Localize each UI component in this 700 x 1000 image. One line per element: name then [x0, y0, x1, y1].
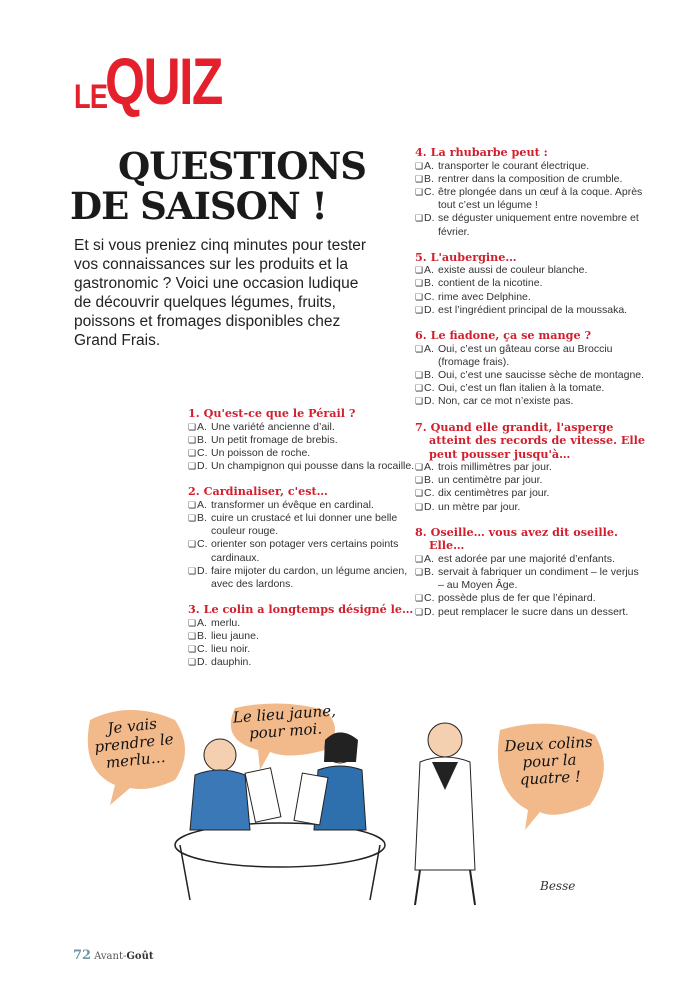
option-letter: B.: [197, 433, 207, 446]
option-letter: C.: [424, 382, 435, 395]
option-text: Un poisson de roche.: [211, 446, 311, 459]
option-text: Un champignon qui pousse dans la rocaille.: [211, 460, 415, 473]
option-letter: C.: [424, 185, 435, 198]
waiter-head: [428, 723, 462, 757]
option-text: existe aussi de couleur blanche.: [438, 264, 588, 277]
magazine-name-prefix: Avant-: [94, 951, 127, 962]
answer-option[interactable]: [415, 264, 645, 277]
answer-option[interactable]: [415, 212, 645, 238]
answer-option[interactable]: [415, 501, 645, 514]
option-letter: B.: [197, 512, 207, 525]
page-footer: [73, 948, 153, 963]
checkbox-icon[interactable]: ❏: [415, 278, 424, 289]
question-title: 1. Qu'est-ce que le Pérail ?: [188, 406, 356, 420]
option-letter: D.: [197, 564, 208, 577]
option-text: servait à fabriquer un condiment – le verjus – au Moyen Âge.: [438, 566, 639, 592]
option-letter: C.: [197, 538, 208, 551]
page-number: 72: [73, 948, 92, 963]
option-letter: A.: [197, 616, 207, 629]
answer-option[interactable]: [415, 160, 645, 173]
answer-option[interactable]: [415, 592, 645, 605]
option-letter: B.: [197, 629, 207, 642]
question-5: [415, 251, 645, 317]
restaurant-illustration: [70, 700, 630, 910]
menu-left: [245, 768, 281, 822]
question-title: 2. Cardinaliser, c'est…: [188, 484, 328, 499]
checkbox-icon[interactable]: ❏: [188, 539, 197, 550]
answer-option[interactable]: [415, 291, 645, 304]
option-text: rentrer dans la composition de crumble.: [438, 172, 623, 185]
answer-option[interactable]: [415, 461, 645, 474]
question-2: [188, 485, 418, 591]
option-text: un centimètre par jour.: [438, 474, 543, 487]
option-text: faire mijoter du cardon, un légume ancien, avec des lardons.: [211, 564, 408, 591]
option-letter: D.: [424, 212, 435, 225]
checkbox-icon[interactable]: ❏: [415, 213, 424, 224]
option-text: Oui, c’est une saucisse sèche de montagne.: [438, 368, 645, 381]
option-text: lieu jaune.: [211, 629, 259, 642]
option-letter: B.: [424, 172, 434, 185]
checkbox-icon[interactable]: ❏: [415, 567, 424, 578]
option-letter: B.: [424, 566, 434, 579]
questions-column-left: [188, 407, 418, 682]
answer-option[interactable]: [188, 617, 418, 630]
option-letter: A.: [197, 498, 207, 511]
question-title: 7. Quand elle grandit, l'asperge atteint des records de vitesse. Elle peut pousser jusqu'à…: [415, 419, 645, 461]
checkbox-icon[interactable]: ❏: [415, 593, 424, 604]
option-text: rime avec Delphine.: [438, 290, 531, 303]
question-title: 6. Le fiadone, ça se mange ?: [415, 328, 592, 343]
question-title: 5. L'aubergine…: [415, 249, 517, 264]
title-line-2: DE SAISON !: [70, 184, 327, 228]
option-text: se déguster uniquement entre novembre et février.: [438, 212, 639, 238]
logo-le: LE: [74, 78, 108, 116]
answer-option[interactable]: [415, 474, 645, 487]
checkbox-icon[interactable]: ❏: [188, 513, 197, 524]
option-letter: B.: [424, 368, 434, 381]
checkbox-icon[interactable]: ❏: [188, 499, 197, 510]
title-line-1: QUESTIONS: [117, 144, 366, 188]
option-text: merlu.: [211, 616, 241, 629]
intro-paragraph: Et si vous preniez cinq minutes pour tester vos connaissances sur les produits et la gastronomic ? Voici une occasion ludique de découvrir quelques légumes, fruits, poissons et fromages disponibles chez Grand Frais.: [74, 237, 367, 349]
option-letter: B.: [424, 277, 434, 290]
checkbox-icon[interactable]: ❏: [188, 434, 197, 445]
answer-option[interactable]: [188, 538, 418, 564]
answer-option[interactable]: [415, 395, 645, 408]
option-letter: A.: [424, 461, 434, 474]
option-letter: A.: [197, 420, 207, 433]
checkbox-icon[interactable]: ❏: [188, 657, 197, 668]
checkbox-icon[interactable]: ❏: [415, 606, 424, 617]
answer-option[interactable]: [188, 421, 418, 434]
option-text: contient de la nicotine.: [438, 277, 543, 290]
checkbox-icon[interactable]: ❏: [415, 553, 424, 564]
option-letter: A.: [424, 264, 434, 277]
speech-bubble-middle: Le lieu jaune, pour moi.: [232, 701, 337, 743]
option-letter: D.: [424, 395, 435, 408]
checkbox-icon[interactable]: ❏: [188, 644, 197, 655]
option-text: cuire un crustacé et lui donner une belle couleur rouge.: [211, 512, 398, 538]
question-title: 8. Oseille… vous avez dit oseille. Elle…: [415, 524, 618, 553]
option-letter: A.: [424, 552, 434, 565]
option-letter: D.: [424, 500, 435, 513]
checkbox-icon[interactable]: ❏: [188, 565, 197, 576]
artist-signature: Besse: [540, 879, 576, 893]
page-title: [70, 146, 370, 226]
option-text: Une variété ancienne d’ail.: [211, 420, 335, 433]
question-3: [188, 603, 418, 669]
question-7: [415, 421, 645, 514]
answer-option[interactable]: [188, 630, 418, 643]
answer-option[interactable]: [415, 277, 645, 290]
answer-option[interactable]: [415, 173, 645, 186]
checkbox-icon[interactable]: ❏: [415, 160, 424, 171]
option-text: être plongée dans un œuf à la coque. Après tout c’est un légume !: [438, 185, 643, 212]
option-letter: D.: [424, 303, 435, 316]
answer-option[interactable]: [415, 566, 645, 592]
checkbox-icon[interactable]: ❏: [415, 396, 424, 407]
checkbox-icon[interactable]: ❏: [415, 488, 424, 499]
answer-option[interactable]: [188, 512, 418, 538]
answer-option[interactable]: [415, 369, 645, 382]
checkbox-icon[interactable]: ❏: [415, 475, 424, 486]
question-1: [188, 407, 418, 473]
answer-option[interactable]: [188, 460, 418, 473]
option-letter: D.: [424, 605, 435, 618]
option-text: orienter son potager vers certains points cardinaux.: [211, 538, 399, 564]
question-4: [415, 146, 645, 239]
option-text: Non, car ce mot n’existe pas.: [438, 395, 574, 408]
option-letter: C.: [424, 592, 435, 605]
answer-option[interactable]: [415, 487, 645, 500]
option-letter: C.: [197, 643, 208, 656]
magazine-name-suffix: Goût: [126, 951, 154, 962]
checkbox-icon[interactable]: ❏: [188, 617, 197, 628]
option-letter: A.: [424, 159, 434, 172]
option-text: transformer un évêque en cardinal.: [211, 498, 374, 511]
option-letter: C.: [424, 290, 435, 303]
answer-option[interactable]: [188, 565, 418, 591]
option-text: lieu noir.: [211, 643, 251, 656]
checkbox-icon[interactable]: ❏: [415, 462, 424, 473]
option-text: Un petit fromage de brebis.: [211, 433, 338, 446]
checkbox-icon[interactable]: ❏: [188, 630, 197, 641]
answer-option[interactable]: [415, 382, 645, 395]
quiz-logo: [74, 44, 255, 118]
answer-option[interactable]: [415, 343, 645, 369]
answer-option[interactable]: [188, 499, 418, 512]
option-text: peut remplacer le sucre dans un dessert.: [438, 605, 629, 618]
speech-bubble-left: Je vais prendre le merlu…: [93, 714, 175, 772]
checkbox-icon[interactable]: ❏: [415, 383, 424, 394]
checkbox-icon[interactable]: ❏: [415, 173, 424, 184]
option-text: Oui, c’est un flan italien à la tomate.: [438, 382, 605, 395]
answer-option[interactable]: [188, 643, 418, 656]
option-text: est l’ingrédient principal de la moussaka.: [438, 303, 628, 316]
question-8: [415, 526, 645, 619]
answer-option[interactable]: [415, 304, 645, 317]
answer-option[interactable]: [415, 553, 645, 566]
option-letter: D.: [197, 656, 208, 669]
checkbox-icon[interactable]: ❏: [415, 304, 424, 315]
checkbox-icon[interactable]: ❏: [188, 421, 197, 432]
option-text: trois millimètres par jour.: [438, 461, 552, 474]
option-text: possède plus de fer que l’épinard.: [438, 592, 596, 605]
checkbox-icon[interactable]: ❏: [415, 501, 424, 512]
answer-option[interactable]: [188, 447, 418, 460]
diner-man-body: [190, 770, 250, 830]
question-title: 3. Le colin a longtemps désigné le…: [188, 602, 414, 617]
questions-column-right: [415, 146, 645, 631]
option-letter: D.: [197, 460, 208, 473]
option-letter: C.: [197, 446, 208, 459]
logo-quiz: QUIZ: [105, 44, 223, 118]
option-text: dix centimètres par jour.: [438, 487, 550, 500]
answer-option[interactable]: [188, 656, 418, 669]
checkbox-icon[interactable]: ❏: [415, 186, 424, 197]
answer-option[interactable]: [415, 606, 645, 619]
option-text: est adorée par une majorité d’enfants.: [438, 552, 615, 565]
question-6: [415, 329, 645, 409]
option-text: Oui, c’est un gâteau corse au Brocciu (fromage frais).: [438, 342, 613, 368]
checkbox-icon[interactable]: ❏: [188, 447, 197, 458]
checkbox-icon[interactable]: ❏: [415, 291, 424, 302]
checkbox-icon[interactable]: ❏: [415, 343, 424, 354]
option-letter: A.: [424, 342, 434, 355]
answer-option[interactable]: [188, 434, 418, 447]
question-title: 4. La rhubarbe peut :: [415, 145, 548, 159]
option-text: dauphin.: [211, 656, 252, 669]
option-letter: B.: [424, 474, 434, 487]
option-letter: C.: [424, 487, 435, 500]
checkbox-icon[interactable]: ❏: [415, 369, 424, 380]
checkbox-icon[interactable]: ❏: [188, 461, 197, 472]
checkbox-icon[interactable]: ❏: [415, 265, 424, 276]
speech-bubble-right: Deux colins pour la quatre !: [504, 732, 594, 789]
option-text: transporter le courant électrique.: [438, 159, 590, 172]
option-text: un mètre par jour.: [438, 500, 521, 513]
answer-option[interactable]: [415, 186, 645, 212]
